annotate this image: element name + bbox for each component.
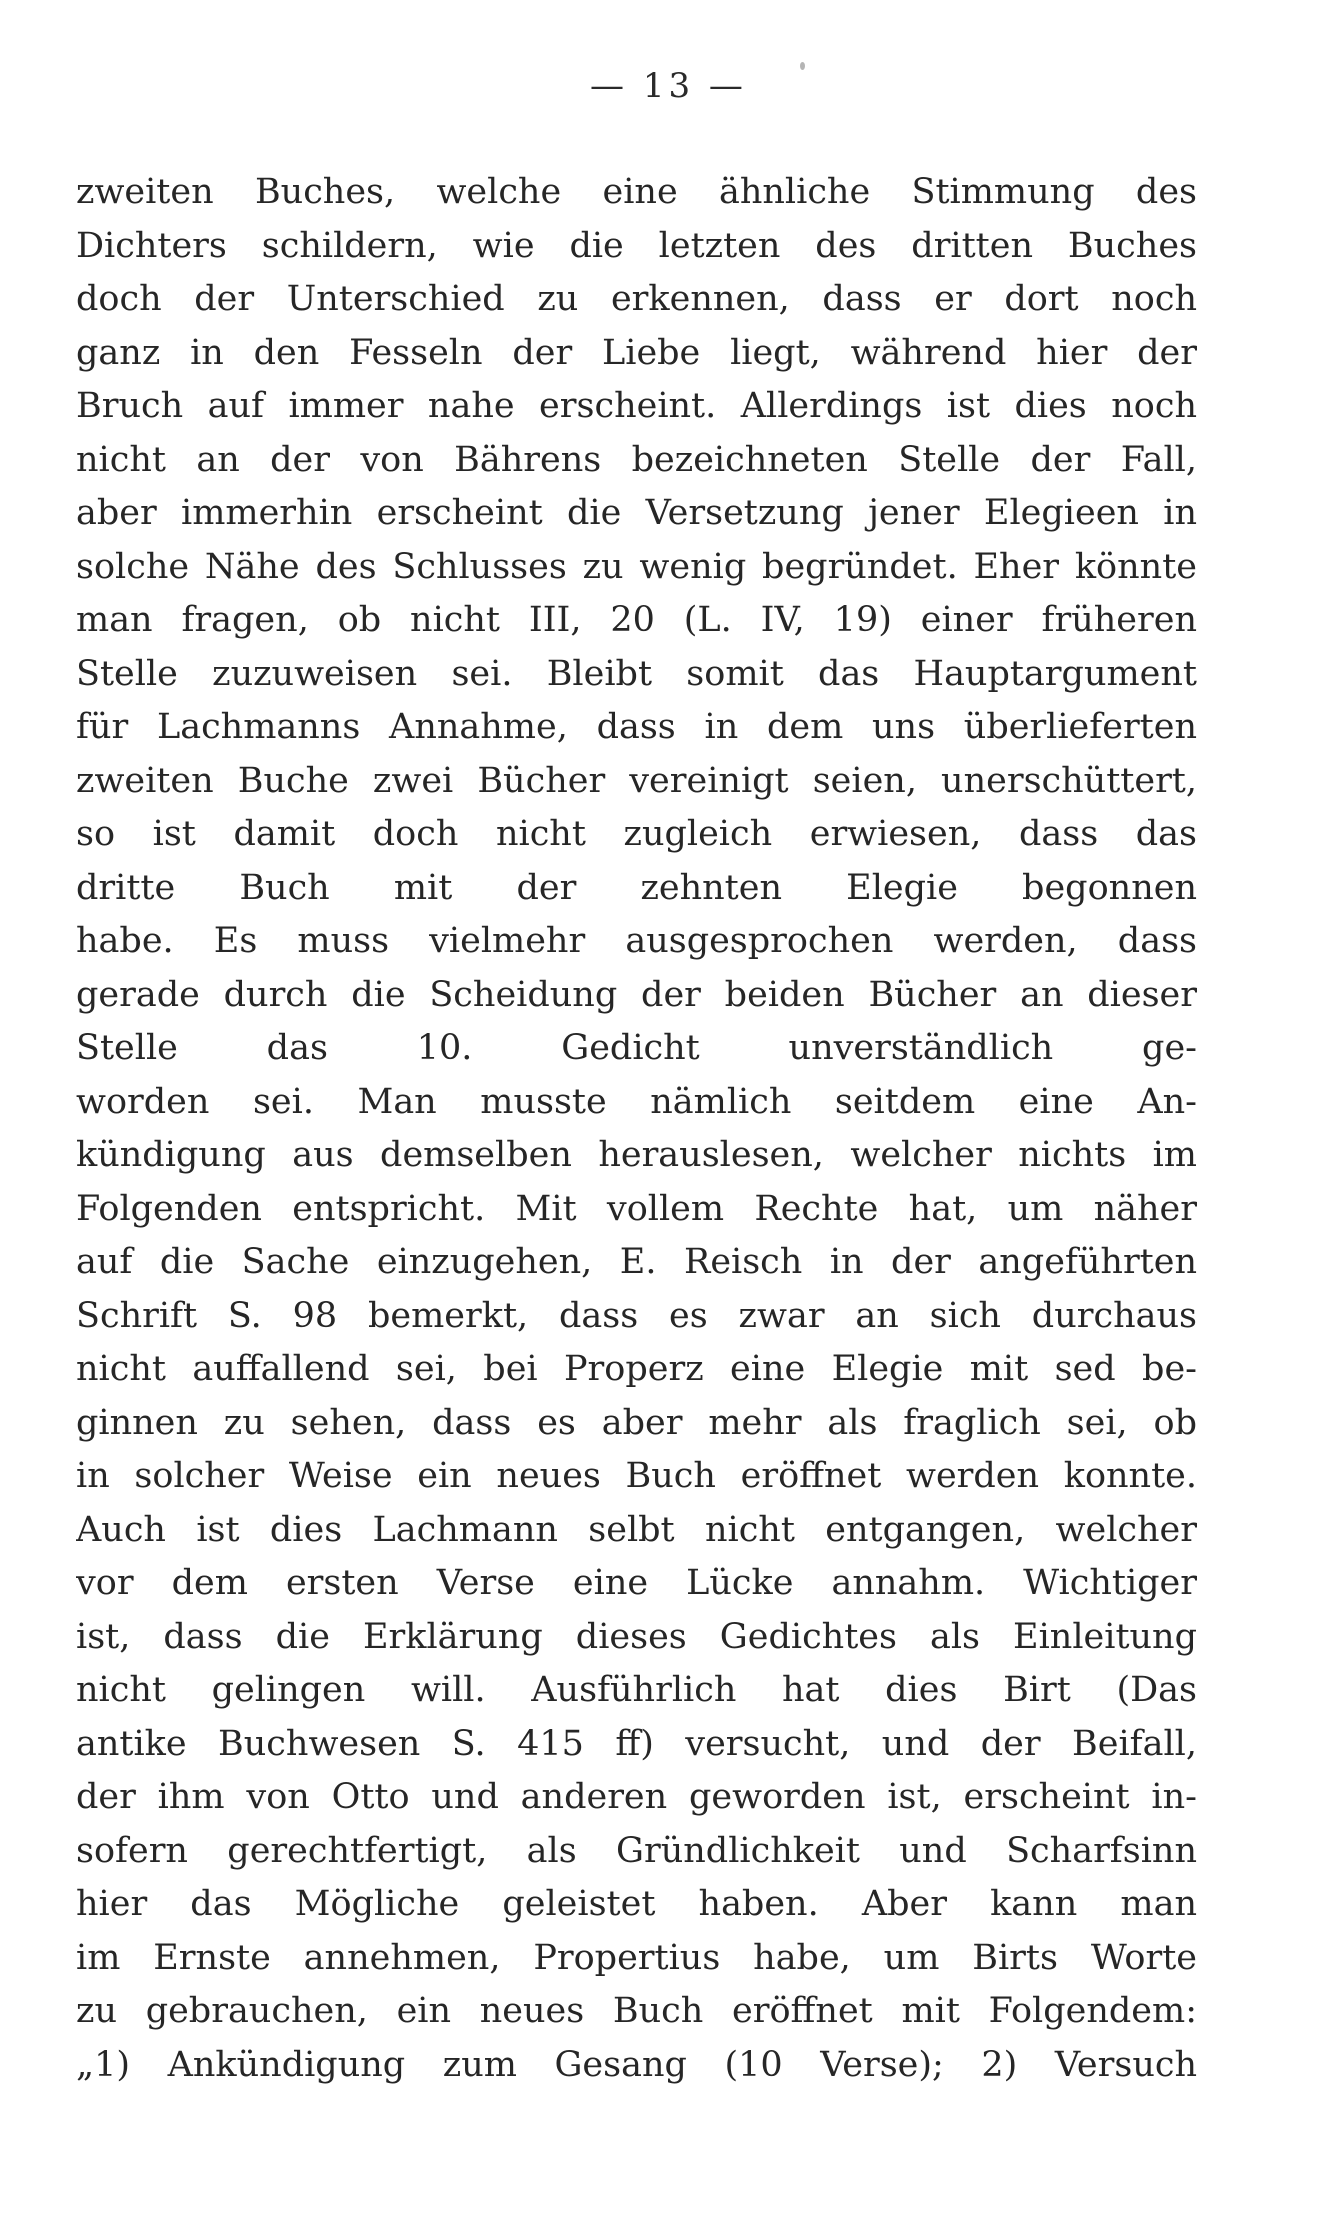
text-line: „1) Ankündigung zum Gesang (10 Verse); 2) Versuch: [76, 2044, 1197, 2085]
text-line: nicht auffallend sei, bei Properz eine Elegie mit sed be-: [76, 1349, 1197, 1389]
text-line: ganz in den Fesseln der Liebe liegt, während hier der: [76, 332, 1197, 373]
body-text: [76, 166, 1197, 2092]
text-line: Stelle zuzuweisen sei. Bleibt somit das Hauptargument: [76, 653, 1197, 694]
text-line: vor dem ersten Verse eine Lücke annahm. Wichtiger: [76, 1563, 1197, 1603]
text-line: zweiten Buche zwei Bücher vereinigt seien, unerschüttert,: [76, 760, 1197, 801]
text-line: ist, dass die Erklärung dieses Gedichtes als Einleitung: [76, 1616, 1197, 1657]
text-line: doch der Unterschied zu erkennen, dass er dort noch: [76, 279, 1197, 319]
text-line: Dichters schildern, wie die letzten des dritten Buches: [76, 225, 1197, 266]
text-line: dritte Buch mit der zehnten Elegie begonnen: [76, 867, 1197, 908]
text-line: nicht gelingen will. Ausführlich hat dies Birt (Das: [76, 1670, 1197, 1710]
text-line: Folgenden entspricht. Mit vollem Rechte hat, um näher: [76, 1188, 1197, 1229]
text-line: so ist damit doch nicht zugleich erwiesen, dass das: [76, 814, 1197, 854]
text-line: zu gebrauchen, ein neues Buch eröffnet mit Folgendem:: [76, 1991, 1197, 2031]
text-line: hier das Mögliche geleistet haben. Aber kann man: [76, 1884, 1197, 1924]
text-line: Stelle das 10. Gedicht unverständlich ge-: [76, 1028, 1197, 1068]
text-line: solche Nähe des Schlusses zu wenig begründet. Eher könnte: [76, 546, 1197, 587]
text-line: in solcher Weise ein neues Buch eröffnet werden konnte.: [76, 1456, 1197, 1496]
text-line: habe. Es muss vielmehr ausgesprochen werden, dass: [76, 921, 1197, 961]
text-line: gerade durch die Scheidung der beiden Bücher an dieser: [76, 974, 1197, 1015]
text-line: man fragen, ob nicht III, 20 (L. IV, 19) einer früheren: [76, 600, 1197, 640]
text-line: zweiten Buches, welche eine ähnliche Stimmung des: [76, 172, 1197, 212]
text-line: im Ernste annehmen, Propertius habe, um Birts Worte: [76, 1937, 1197, 1978]
text-line: Auch ist dies Lachmann selbt nicht entgangen, welcher: [76, 1509, 1197, 1550]
text-line: nicht an der von Bährens bezeichneten Stelle der Fall,: [76, 439, 1197, 480]
text-line: der ihm von Otto und anderen geworden ist, erscheint in-: [76, 1777, 1197, 1817]
text-line: auf die Sache einzugehen, E. Reisch in der angeführten: [76, 1242, 1197, 1282]
text-line: für Lachmanns Annahme, dass in dem uns überlieferten: [76, 707, 1197, 747]
text-line: sofern gerechtfertigt, als Gründlichkeit und Scharfsinn: [76, 1830, 1197, 1871]
text-line: aber immerhin erscheint die Versetzung jener Elegieen in: [76, 493, 1197, 533]
text-line: kündigung aus demselben herauslesen, welcher nichts im: [76, 1135, 1197, 1175]
text-line: Bruch auf immer nahe erscheint. Allerdings ist dies noch: [76, 386, 1197, 426]
page-number: — 13 —: [590, 66, 747, 106]
text-line: Schrift S. 98 bemerkt, dass es zwar an sich durchaus: [76, 1295, 1197, 1336]
text-line: worden sei. Man musste nämlich seitdem eine An-: [76, 1081, 1197, 1122]
text-line: antike Buchwesen S. 415 ff) versucht, und der Beifall,: [76, 1723, 1197, 1764]
text-line: ginnen zu sehen, dass es aber mehr als fraglich sei, ob: [76, 1402, 1197, 1443]
